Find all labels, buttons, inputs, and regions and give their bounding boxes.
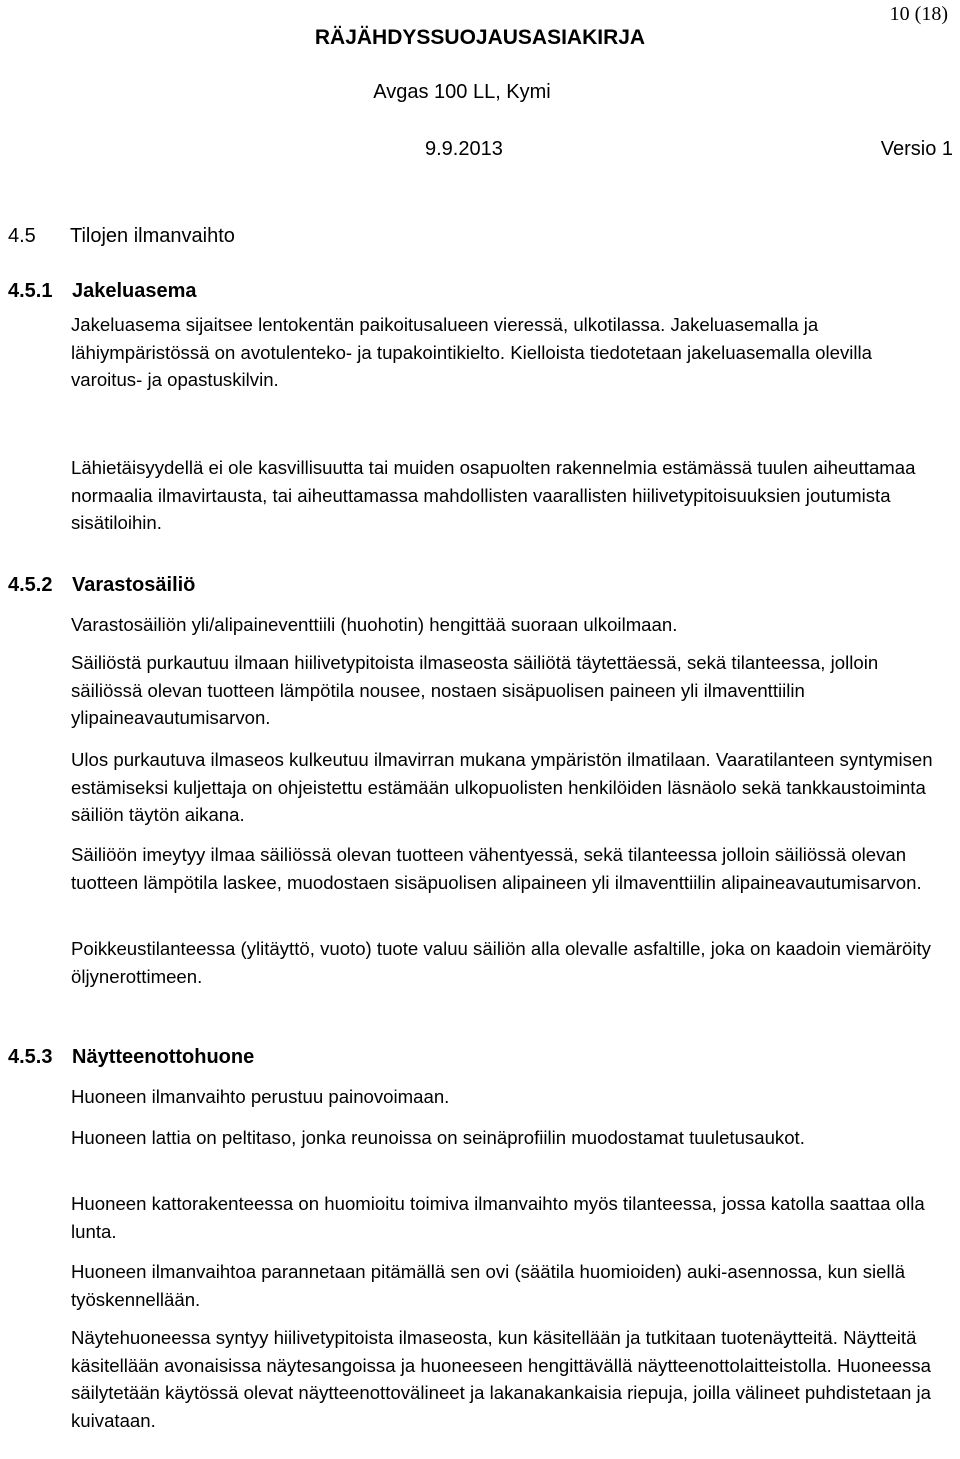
paragraph: Huoneen ilmanvaihto perustuu painovoimaan. xyxy=(71,1086,450,1107)
paragraph: Ulos purkautuva ilmaseos kulkeutuu ilmavirran mukana ympäristön ilmatilaan. Vaaratilanteen syntymisen estämiseksi kuljettaja on ohjeistettu estämään ulkopuolisten henkilöiden läsnäolo sekä tankkaustoiminta säiliön täytön aikana. xyxy=(71,749,933,825)
subsection-number: 4.5.2 xyxy=(8,574,53,596)
paragraph: Varastosäiliön yli/alipaineventtiili (huohotin) hengittää suoraan ulkoilmaan. xyxy=(71,614,678,635)
subsection-heading xyxy=(8,1045,254,1069)
paragraph: Huoneen kattorakenteessa on huomioitu toimiva ilmanvaihto myös tilanteessa, jossa katolla saattaa olla lunta. xyxy=(71,1193,925,1242)
subsection-heading xyxy=(8,573,195,597)
document-title: RÄJÄHDYSSUOJAUSASIAKIRJA xyxy=(314,26,646,49)
subsection-number: 4.5.3 xyxy=(8,1046,53,1068)
paragraph: Säiliöstä purkautuu ilmaan hiilivetypitoista ilmaseosta säiliötä täytettäessä, sekä tilanteessa, jolloin säiliössä olevan tuotteen lämpötila nousee, nostaen sisäpuolisen paineen yli ilmaventtiilin ylipaineavautumisarvon. xyxy=(71,652,879,728)
document-subtitle: Avgas 100 LL, Kymi xyxy=(373,81,551,103)
section-number: 4.5 xyxy=(8,225,36,247)
paragraph: Huoneen ilmanvaihtoa parannetaan pitämällä sen ovi (säätila huomioiden) auki-asennossa, kun siellä työskennellään. xyxy=(71,1261,906,1310)
paragraph: Lähietäisyydellä ei ole kasvillisuutta tai muiden osapuolten rakennelmia estämässä tuulen aiheuttamaa normaalia ilmavirtausta, tai aiheuttamassa mahdollisten vaarallisten hiilivetypitoisuuksien joutumista sisätiloihin. xyxy=(71,457,916,533)
paragraph: Jakeluasema sijaitsee lentokentän paikoitusalueen vieressä, ulkotilassa. Jakeluasemalla ja lähiympäristössä on avotulenteko- ja tupakointikielto. Kielloista tiedotetaan jakeluasemalla olevilla varoitus- ja opastuskilvin. xyxy=(71,314,873,390)
section-title: Tilojen ilmanvaihto xyxy=(70,225,235,247)
document-date: 9.9.2013 xyxy=(425,138,503,160)
subsection-title: Näytteenottohuone xyxy=(72,1046,255,1068)
paragraph: Säiliöön imeytyy ilmaa säiliössä olevan tuotteen vähentyessä, sekä tilanteessa jolloin säiliössä olevan tuotteen lämpötila laskee, muodostaen sisäpuolisen alipaineen yli ilmaventtiilin alipaineavautumisarvon. xyxy=(71,844,922,893)
page-number: 10 (18) xyxy=(889,3,948,25)
section-heading xyxy=(8,224,235,248)
paragraph: Poikkeustilanteessa (ylitäyttö, vuoto) tuote valuu säiliön alla olevalle asfaltille, joka on kaadoin viemäröity öljynerottimeen. xyxy=(71,938,931,987)
subsection-number: 4.5.1 xyxy=(8,280,53,302)
paragraph: Huoneen lattia on peltitaso, jonka reunoissa on seinäprofiilin muodostamat tuuletusaukot. xyxy=(71,1127,805,1148)
document-version: Versio 1 xyxy=(880,138,953,160)
subsection-heading xyxy=(8,279,197,303)
subsection-title: Jakeluasema xyxy=(72,280,197,302)
paragraph: Näytehuoneessa syntyy hiilivetypitoista ilmaseosta, kun käsitellään ja tutkitaan tuotenäytteitä. Näytteitä käsitellään avonaisissa näytesangoissa ja huoneeseen hengittävällä näytteenottolaitteistolla. Huoneessa säilytetään käytössä olevat näytteenottovälineet ja lakanakankaisia riepuja, joilla välineet puhdistetaan ja kuivataan. xyxy=(71,1327,932,1431)
subsection-title: Varastosäiliö xyxy=(72,574,196,596)
